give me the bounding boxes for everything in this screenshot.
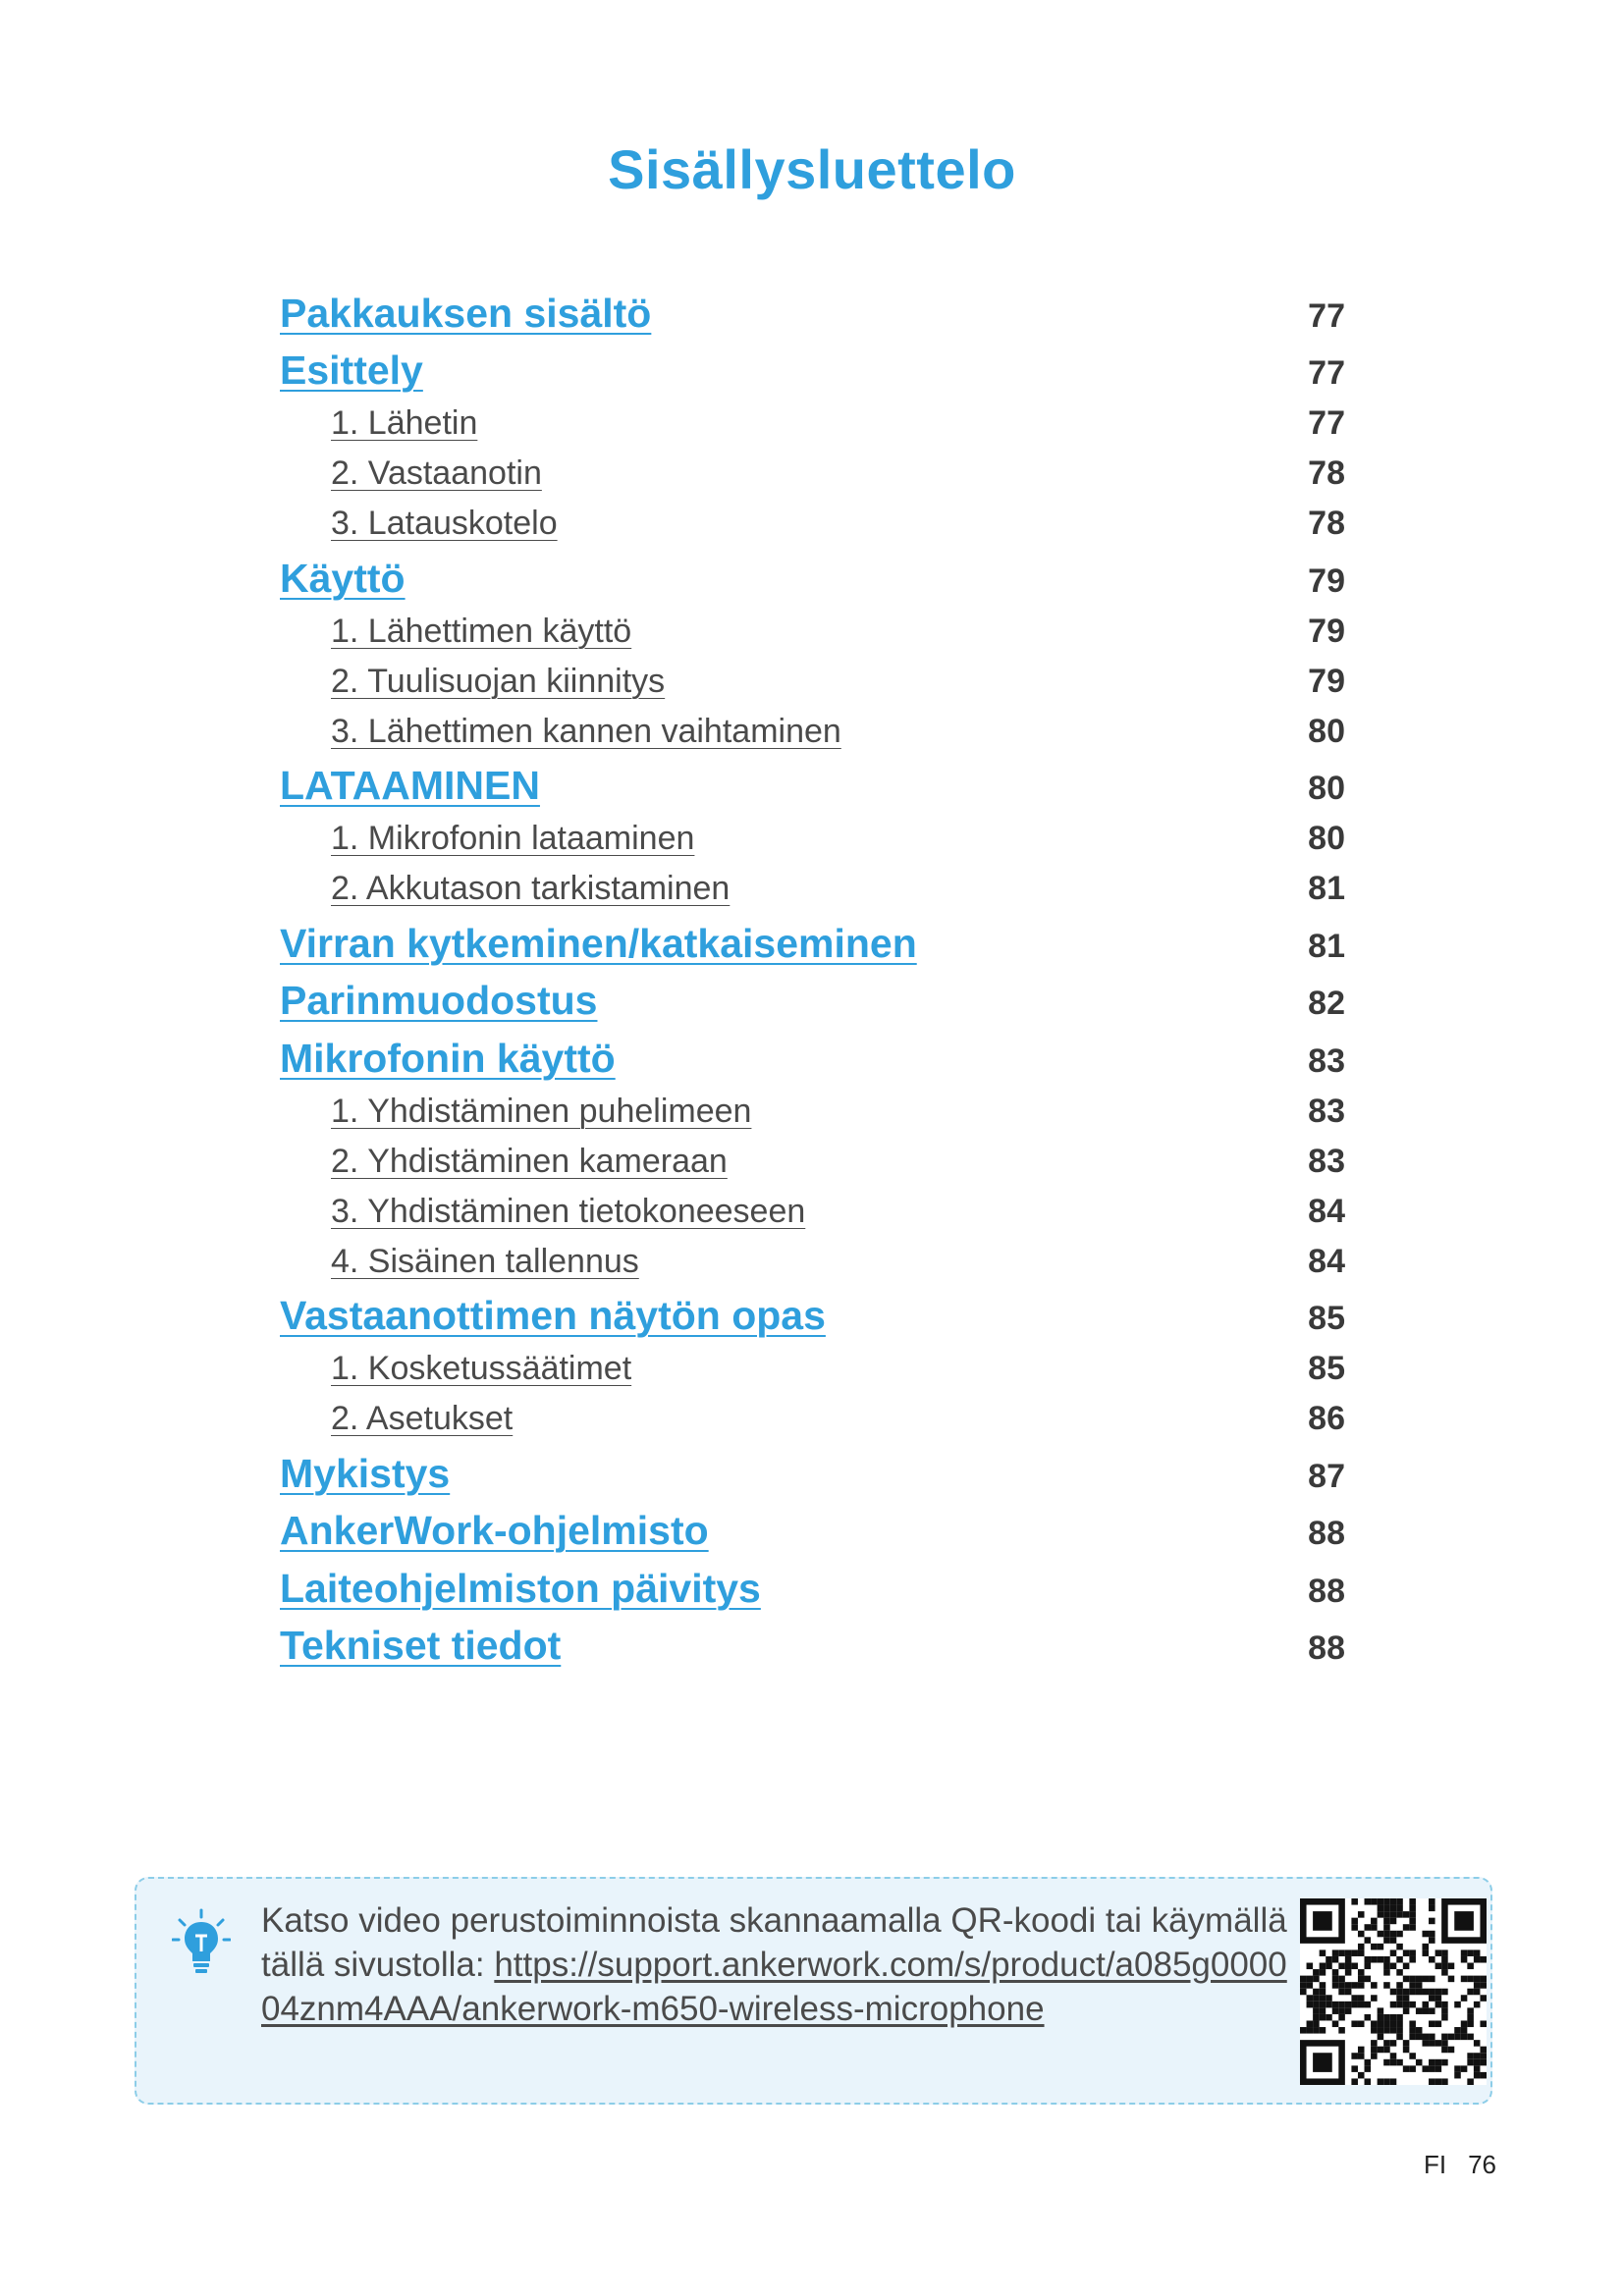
toc-page-number: 81 [1308, 870, 1345, 907]
toc-page-number: 78 [1308, 454, 1345, 492]
toc-page-number: 79 [1308, 612, 1345, 650]
tip-box [135, 1877, 1492, 2105]
toc-page-number: 80 [1308, 770, 1345, 807]
toc-section[interactable] [280, 1440, 1345, 1498]
footer-page-number: 76 [1468, 2150, 1496, 2179]
toc-section[interactable] [280, 1283, 1345, 1341]
page-footer [1424, 2150, 1496, 2180]
toc-page-number: 85 [1308, 1350, 1345, 1387]
toc-link[interactable]: 1. Lähetin [331, 404, 478, 442]
toc-link[interactable]: Pakkauksen sisältö [280, 290, 652, 336]
toc-page-number: 83 [1308, 1092, 1345, 1130]
toc-link[interactable]: 1. Yhdistäminen puhelimeen [331, 1092, 752, 1130]
toc-link[interactable]: 2. Asetukset [331, 1400, 514, 1437]
toc-link[interactable]: Käyttö [280, 555, 406, 601]
toc-link[interactable]: Tekniset tiedot [280, 1623, 562, 1668]
toc-page-number: 80 [1308, 712, 1345, 750]
toc-page-number: 83 [1308, 1142, 1345, 1180]
toc-link[interactable]: Laiteohjelmiston päivitys [280, 1565, 761, 1611]
toc-link[interactable]: 2. Vastaanotin [331, 454, 542, 492]
toc-section[interactable] [280, 1555, 1345, 1613]
lightbulb-icon [172, 1908, 231, 1979]
toc-subsection[interactable] [280, 1390, 1345, 1440]
toc-link[interactable]: 1. Kosketussäätimet [331, 1350, 632, 1387]
toc-subsection[interactable] [280, 395, 1345, 445]
toc-page-number: 86 [1308, 1400, 1345, 1437]
toc-link[interactable]: 1. Mikrofonin lataaminen [331, 820, 695, 857]
toc-page-number: 84 [1308, 1242, 1345, 1280]
toc-section[interactable] [280, 280, 1345, 338]
toc-section[interactable] [280, 545, 1345, 603]
toc-page-number: 88 [1308, 1572, 1345, 1610]
toc-link[interactable]: Mikrofonin käyttö [280, 1035, 616, 1081]
toc-link[interactable]: 1. Lähettimen käyttö [331, 612, 632, 650]
toc-subsection[interactable] [280, 703, 1345, 753]
toc-subsection[interactable] [280, 810, 1345, 860]
toc-link[interactable]: 3. Yhdistäminen tietokoneeseen [331, 1192, 806, 1230]
toc-link[interactable]: 4. Sisäinen tallennus [331, 1242, 639, 1280]
toc-page-number: 85 [1308, 1300, 1345, 1337]
toc-link[interactable]: 2. Yhdistäminen kameraan [331, 1142, 728, 1180]
toc-page-number: 78 [1308, 505, 1345, 542]
toc-link[interactable]: LATAAMINEN [280, 763, 540, 808]
toc-link[interactable]: Vastaanottimen näytön opas [280, 1293, 826, 1338]
tip-message: Katso video perustoiminnoista skannaamalla QR-koodi tai käymällä tällä sivustolla: [261, 1901, 1287, 1984]
toc-page-number: 77 [1308, 296, 1345, 335]
toc-link[interactable]: AnkerWork-ohjelmisto [280, 1508, 709, 1553]
table-of-contents [280, 280, 1345, 1670]
page-title: Sisällysluettelo [608, 138, 1016, 200]
toc-link[interactable]: Mykistys [280, 1450, 451, 1496]
toc-page-number: 84 [1308, 1192, 1345, 1230]
toc-subsection[interactable] [280, 603, 1345, 653]
toc-page-number: 79 [1308, 561, 1345, 600]
toc-section[interactable] [280, 1025, 1345, 1083]
toc-page-number: 77 [1308, 354, 1345, 392]
toc-subsection[interactable] [280, 1340, 1345, 1390]
toc-subsection[interactable] [280, 1183, 1345, 1233]
toc-page-number: 83 [1308, 1041, 1345, 1080]
toc-link[interactable]: 3. Lähettimen kannen vaihtaminen [331, 712, 841, 750]
toc-section[interactable] [280, 968, 1345, 1026]
toc-subsection[interactable] [280, 495, 1345, 545]
toc-subsection[interactable] [280, 1233, 1345, 1283]
support-link[interactable]: https://support.ankerwork.com/s/product/a085g000004znm4AAA/ankerwork-m650-wireless-microphone [261, 1946, 1287, 2028]
toc-page-number: 88 [1308, 1629, 1345, 1667]
toc-page-number: 87 [1308, 1457, 1345, 1495]
footer-language: FI [1423, 2150, 1447, 2179]
toc-page-number: 80 [1308, 820, 1345, 857]
toc-link[interactable]: Parinmuodostus [280, 978, 598, 1023]
toc-section[interactable] [280, 338, 1345, 396]
tip-text [261, 1898, 1292, 2031]
toc-section[interactable] [280, 1613, 1345, 1671]
toc-page-number: 79 [1308, 662, 1345, 700]
toc-page-number: 82 [1308, 985, 1345, 1022]
toc-link[interactable]: Esittely [280, 347, 423, 393]
toc-page-number: 88 [1308, 1515, 1345, 1552]
toc-link[interactable]: 3. Latauskotelo [331, 505, 558, 542]
toc-link[interactable]: Virran kytkeminen/katkaiseminen [280, 920, 917, 966]
toc-link[interactable]: 2. Akkutason tarkistaminen [331, 870, 731, 907]
toc-section[interactable] [280, 753, 1345, 811]
qr-code-icon[interactable] [1300, 1898, 1487, 2085]
toc-subsection[interactable] [280, 860, 1345, 910]
toc-subsection[interactable] [280, 1083, 1345, 1133]
toc-section[interactable] [280, 1498, 1345, 1556]
toc-section[interactable] [280, 910, 1345, 968]
toc-subsection[interactable] [280, 653, 1345, 703]
toc-subsection[interactable] [280, 1133, 1345, 1183]
toc-page-number: 81 [1308, 927, 1345, 965]
toc-link[interactable]: 2. Tuulisuojan kiinnitys [331, 662, 666, 700]
toc-page-number: 77 [1308, 404, 1345, 442]
toc-subsection[interactable] [280, 445, 1345, 495]
